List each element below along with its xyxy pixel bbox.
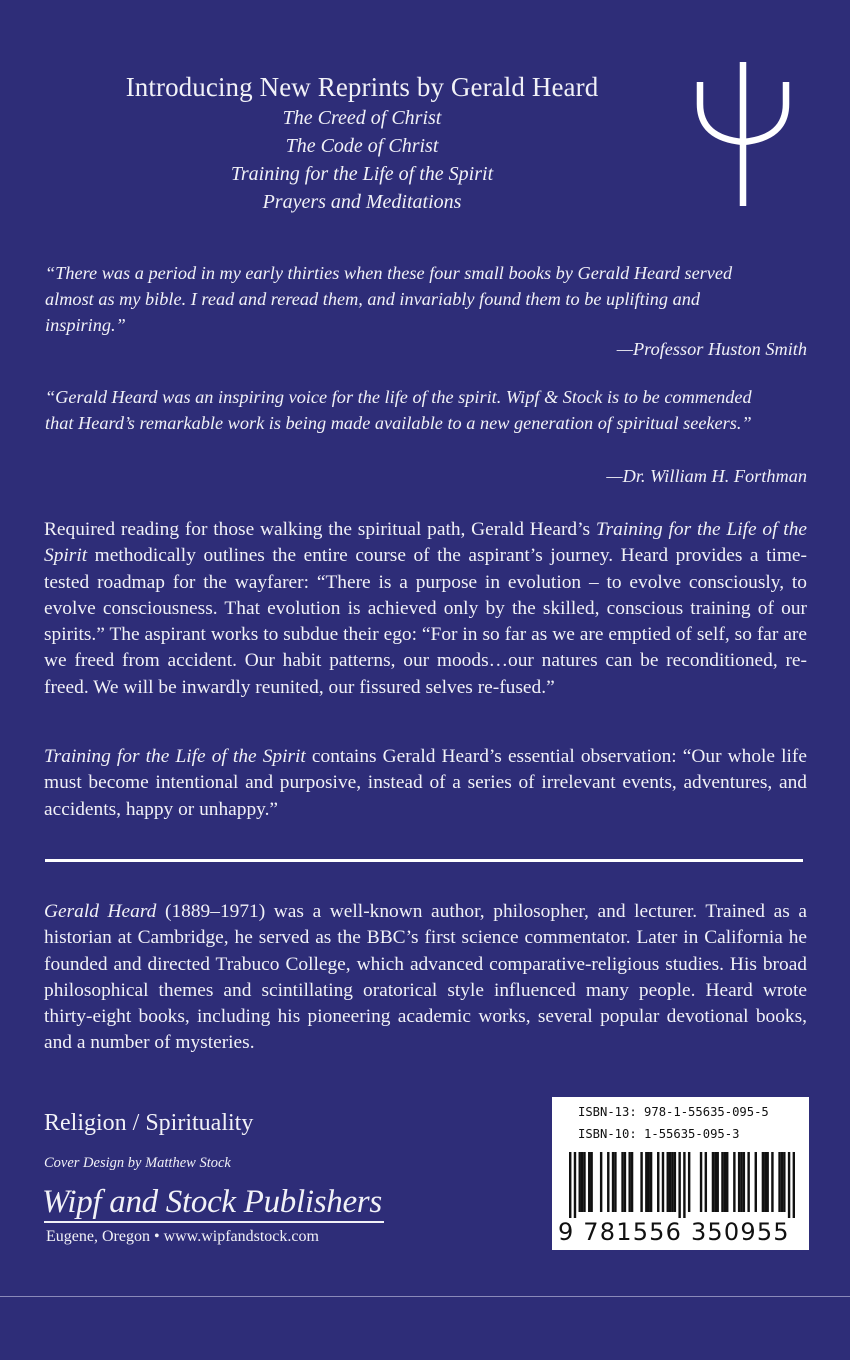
testimonial-quote (45, 384, 815, 436)
barcode-bar (705, 1152, 707, 1212)
publisher-logo: Wipf and Stock Publishers (42, 1184, 382, 1220)
bio-text: (1889–1971) was a well-known author, philosopher, and lecturer. Trained as a historian at Cambridge, he served as the BBC’s first science commentator. Later in California he founded and directed Trabuco College, which advanced comparative-religious studies. His broad philosophical themes and scintillating oratorical style influenced many people. Heard wrote thirty-eight books, including his pioneering academic works, several popular devotional books, and a number of mysteries. (44, 901, 808, 1054)
divider (45, 859, 803, 862)
barcode-bar (667, 1152, 669, 1212)
series-title: Introducing New Reprints by Gerald Heard (125, 72, 599, 102)
barcode-bar (726, 1152, 728, 1212)
quote-attribution: —Dr. William H. Forthman (606, 466, 807, 486)
barcode-bar (662, 1152, 664, 1212)
barcode-bar (762, 1152, 764, 1212)
publisher-location: Eugene, Oregon • www.wipfandstock.com (46, 1228, 319, 1245)
category-label: Religion / Spirituality (44, 1110, 254, 1136)
barcode-bar (714, 1152, 716, 1212)
author-name: Gerald Heard (44, 901, 157, 922)
quote-line: almost as my bible. I read and reread them, and invariably found them to be uplifting and (45, 289, 700, 309)
barcode-bar (628, 1152, 630, 1212)
barcode-bar (588, 1152, 590, 1212)
barcode-bar (657, 1152, 659, 1212)
barcode-bar (614, 1152, 616, 1212)
barcode-bar (581, 1152, 583, 1212)
barcode-bar (740, 1152, 742, 1212)
cover-design-credit: Cover Design by Matthew Stock (44, 1155, 231, 1171)
barcode-bar (700, 1152, 702, 1212)
barcode-bar (747, 1152, 749, 1212)
barcode-bar (574, 1152, 576, 1218)
barcode-bar (590, 1152, 592, 1212)
barcode-bar (669, 1152, 671, 1212)
quote-line: that Heard’s remarkable work is being made available to a new generation of spiritual seekers.” (45, 413, 752, 433)
barcode-bar (764, 1152, 766, 1212)
isbn-10: ISBN-10: 1-55635-095-3 (578, 1127, 740, 1141)
barcode-bar (607, 1152, 609, 1212)
description-text: contains Gerald Heard’s essential observation: “Our whole life must become intentional and purposive, instead of a series of irrelevant events, adventures, and accidents, happy or unhappy.” (44, 746, 807, 820)
barcode-bar (624, 1152, 626, 1212)
barcode-bar (733, 1152, 735, 1212)
barcode-bar (621, 1152, 623, 1212)
barcode-bar (640, 1152, 642, 1212)
quote-line: “Gerald Heard was an inspiring voice for the life of the spirit. Wipf & Stock is to be commended (45, 387, 752, 407)
barcode-bar (648, 1152, 650, 1212)
barcode-bar (583, 1152, 585, 1212)
barcode-bar (778, 1152, 780, 1212)
barcode-bar (671, 1152, 673, 1212)
description-paragraph (44, 517, 807, 701)
quote-line: “There was a period in my early thirties when these four small books by Gerald Heard served (45, 263, 733, 283)
barcode-bar (712, 1152, 714, 1212)
barcode-bar (771, 1152, 773, 1212)
book-title: The Code of Christ (285, 135, 439, 157)
barcode-bar (788, 1152, 790, 1218)
barcode-bar (674, 1152, 676, 1212)
description-text: methodically outlines the entire course of the aspirant’s journey. Heard provides a time-tested roadmap for the wayfarer: “There is a purpose in evolution – to evolve consciously, to evolve consciousness. That evolution is achieved only by the skilled, conscious training of our spirits.” The aspirant works to subdue their ego: “For in so far as we are emptied of self, so far are we freed from accident. Our habit patterns, our moods…our natures can be reconditioned, re-freed. We will be inwardly reunited, our fissured selves re-fused.” (44, 545, 807, 698)
barcode-bar (766, 1152, 768, 1212)
description-text: Required reading for those walking the spiritual path, Gerald Heard’s (44, 519, 596, 540)
barcode-bar (721, 1152, 723, 1212)
barcode-bar (781, 1152, 783, 1212)
barcode-bar (738, 1152, 740, 1212)
barcode-bar (645, 1152, 647, 1212)
barcode-panel (552, 1097, 809, 1250)
barcode-bar (716, 1152, 718, 1212)
quote-attribution: —Professor Huston Smith (616, 339, 807, 359)
book-title: The Creed of Christ (282, 107, 442, 129)
barcode-bar (650, 1152, 652, 1212)
barcode-bar (569, 1152, 571, 1218)
barcode-bar (683, 1152, 685, 1218)
barcode-bar (793, 1152, 795, 1218)
barcode-bar (600, 1152, 602, 1212)
barcode-bar (743, 1152, 745, 1212)
quote-line: inspiring.” (45, 315, 126, 335)
barcode-bar (612, 1152, 614, 1212)
psi-symbol-icon (696, 62, 790, 207)
barcode-number: 9 781556 350955 (558, 1218, 790, 1246)
barcode-bar (724, 1152, 726, 1212)
testimonial-quote (45, 260, 815, 338)
barcode-bar (688, 1152, 690, 1212)
barcode-icon (569, 1152, 795, 1218)
book-title-inline: Training for the Life of the Spirit (44, 519, 807, 567)
barcode-bar (678, 1152, 680, 1218)
barcode-bar (579, 1152, 581, 1212)
barcode-bar (631, 1152, 633, 1212)
description-paragraph (44, 744, 807, 823)
author-bio (44, 899, 807, 1057)
book-title: Training for the Life of the Spirit (230, 163, 494, 185)
publisher-underline (44, 1221, 384, 1223)
barcode-bar (755, 1152, 757, 1212)
book-title-inline: Training for the Life of the Spirit (44, 746, 306, 767)
header (0, 70, 724, 216)
bottom-edge-line (0, 1296, 850, 1297)
isbn-13: ISBN-13: 978-1-55635-095-5 (578, 1105, 769, 1119)
barcode-bar (783, 1152, 785, 1212)
book-title: Prayers and Meditations (262, 191, 462, 213)
